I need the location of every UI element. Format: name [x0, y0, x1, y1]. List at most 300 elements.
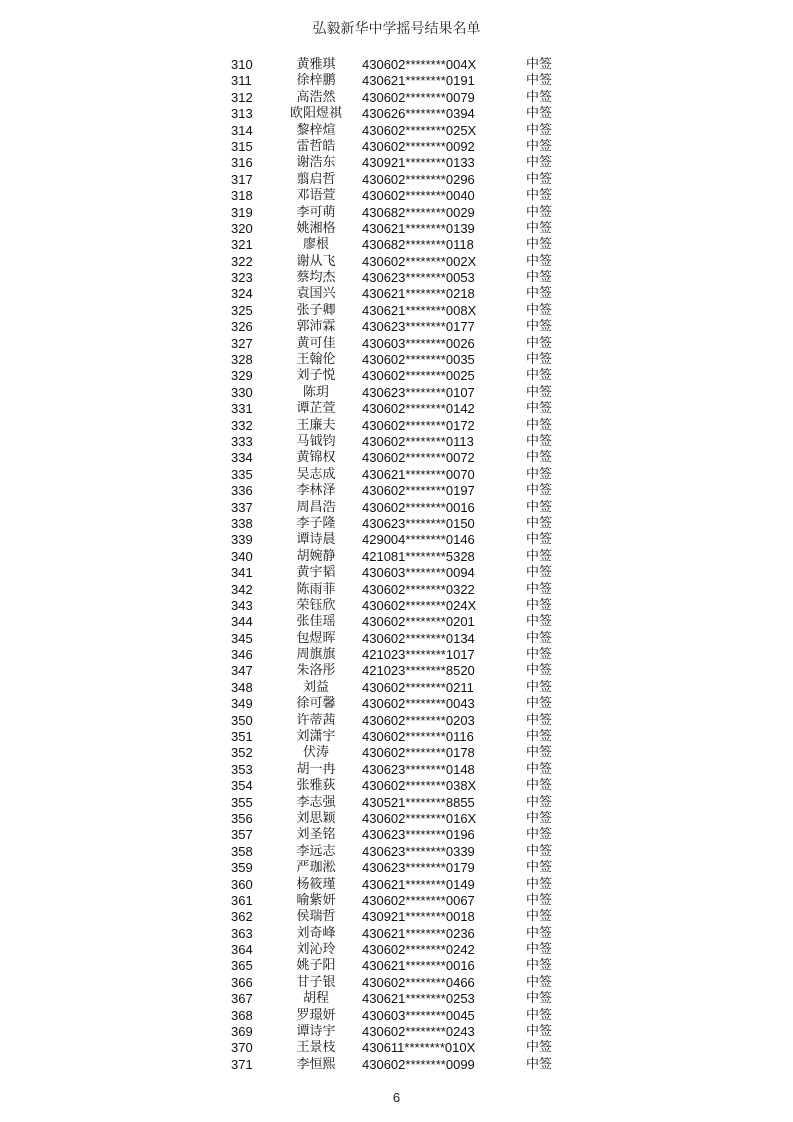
id-number: 430602********0113: [362, 433, 474, 449]
id-number: 430602********0197: [362, 483, 475, 499]
row-number: 316: [231, 155, 253, 171]
id-number: 430602********0466: [362, 974, 475, 990]
row-number: 318: [231, 188, 253, 204]
list-item: [0, 762, 793, 778]
list-item: [0, 434, 793, 450]
list-item: [0, 991, 793, 1007]
lottery-result: 中签: [526, 401, 553, 417]
lottery-result: 中签: [526, 794, 553, 810]
lottery-result: 中签: [526, 974, 553, 990]
student-name: 胡程: [302, 991, 329, 1007]
lottery-result: 中签: [526, 925, 553, 941]
student-name: 马钺钧: [296, 433, 336, 449]
document-title: 弘毅新华中学摇号结果名单: [312, 21, 481, 37]
list-item: [0, 1008, 793, 1024]
list-item: [0, 582, 793, 598]
student-name: 张子卿: [296, 302, 336, 318]
student-name: 罗璟妍: [296, 1007, 336, 1023]
lottery-result: 中签: [526, 663, 553, 679]
student-name: 杨筱瑾: [296, 876, 336, 892]
student-name: 邓语萱: [296, 188, 336, 204]
row-number: 369: [231, 1024, 253, 1040]
list-item: [0, 631, 793, 647]
list-item: [0, 713, 793, 729]
id-number: 430602********0116: [362, 729, 474, 745]
list-item: [0, 549, 793, 565]
row-number: 317: [231, 171, 253, 187]
student-name: 高浩然: [296, 89, 336, 105]
student-name: 黄锦权: [296, 450, 336, 466]
list-item: [0, 352, 793, 368]
row-number: 337: [231, 499, 253, 515]
lottery-result: 中签: [526, 597, 553, 613]
student-name: 徐可馨: [296, 696, 336, 712]
student-name: 王景枝: [296, 1040, 336, 1056]
lottery-result: 中签: [526, 352, 553, 368]
student-name: 黄宇韬: [296, 565, 336, 581]
student-name: 陈玥: [302, 384, 329, 400]
student-name: 刘圣铭: [296, 827, 336, 843]
list-item: [0, 172, 793, 188]
student-name: 包煜晖: [296, 630, 336, 646]
row-number: 329: [231, 368, 253, 384]
lottery-result: 中签: [526, 761, 553, 777]
id-number: 430602********0099: [362, 1056, 475, 1072]
list-item: [0, 270, 793, 286]
student-name: 王廉夫: [296, 417, 336, 433]
id-number: 430602********0201: [362, 614, 475, 630]
list-item: [0, 57, 793, 73]
lottery-result: 中签: [526, 909, 553, 925]
row-number: 326: [231, 319, 253, 335]
row-number: 339: [231, 532, 253, 548]
row-number: 330: [231, 384, 253, 400]
student-name: 徐梓鹏: [296, 73, 336, 89]
student-name: 甘子银: [296, 974, 336, 990]
id-number: 430626********0394: [362, 106, 475, 122]
lottery-result: 中签: [526, 220, 553, 236]
row-number: 319: [231, 204, 253, 220]
id-number: 430621********008X: [362, 302, 477, 318]
student-name: 刘潇宇: [296, 729, 336, 745]
lottery-result: 中签: [526, 810, 553, 826]
lottery-result: 中签: [526, 515, 553, 531]
lottery-result: 中签: [526, 843, 553, 859]
list-item: [0, 254, 793, 270]
row-number: 370: [231, 1040, 253, 1056]
lottery-result: 中签: [526, 384, 553, 400]
row-number: 353: [231, 761, 253, 777]
lottery-result: 中签: [526, 253, 553, 269]
id-number: 430621********0253: [362, 991, 475, 1007]
id-number: 430602********0243: [362, 1024, 475, 1040]
list-item: [0, 893, 793, 909]
list-item: [0, 663, 793, 679]
lottery-result: 中签: [526, 958, 553, 974]
id-number: 430602********038X: [362, 778, 477, 794]
student-name: 黄雅琪: [296, 57, 336, 72]
lottery-result: 中签: [526, 417, 553, 433]
lottery-result: 中签: [526, 466, 553, 482]
id-number: 430603********0094: [362, 565, 475, 581]
list-item: [0, 942, 793, 958]
student-name: 李林泽: [296, 483, 336, 499]
id-number: 430682********0118: [362, 237, 474, 253]
id-number: 421023********1017: [362, 647, 475, 663]
row-number: 323: [231, 270, 253, 286]
lottery-result: 中签: [526, 302, 553, 318]
row-number: 351: [231, 729, 253, 745]
student-name: 谭诗宇: [296, 1024, 336, 1040]
row-number: 362: [231, 909, 253, 925]
student-name: 谢从飞: [296, 253, 336, 269]
lottery-result: 中签: [526, 335, 553, 351]
id-number: 430623********0196: [362, 827, 475, 843]
row-number: 357: [231, 827, 253, 843]
list-item: [0, 500, 793, 516]
lottery-result: 中签: [526, 188, 553, 204]
id-number: 430623********0053: [362, 270, 475, 286]
id-number: 430602********0134: [362, 630, 475, 646]
list-item: [0, 926, 793, 942]
lottery-result: 中签: [526, 548, 553, 564]
row-number: 346: [231, 647, 253, 663]
row-number: 328: [231, 352, 253, 368]
lottery-result-list: [0, 57, 793, 1073]
row-number: 336: [231, 483, 253, 499]
id-number: 430602********0142: [362, 401, 475, 417]
id-number: 430621********0139: [362, 220, 475, 236]
row-number: 315: [231, 138, 253, 154]
list-item: [0, 958, 793, 974]
list-item: [0, 450, 793, 466]
id-number: 430602********0025: [362, 368, 475, 384]
list-item: [0, 975, 793, 991]
list-item: [0, 745, 793, 761]
row-number: 365: [231, 958, 253, 974]
row-number: 338: [231, 515, 253, 531]
list-item: [0, 467, 793, 483]
lottery-result: 中签: [526, 483, 553, 499]
row-number: 349: [231, 696, 253, 712]
id-number: 430602********0211: [362, 679, 474, 695]
list-item: [0, 1040, 793, 1056]
student-name: 李可萌: [296, 204, 336, 220]
row-number: 348: [231, 679, 253, 695]
row-number: 358: [231, 843, 253, 859]
lottery-result: 中签: [526, 433, 553, 449]
student-name: 黎梓煊: [296, 122, 336, 138]
row-number: 314: [231, 122, 253, 138]
row-number: 345: [231, 630, 253, 646]
lottery-result: 中签: [526, 991, 553, 1007]
id-number: 430623********0148: [362, 761, 475, 777]
student-name: 张雅荻: [296, 778, 336, 794]
student-name: 雷哲皓: [296, 138, 336, 154]
id-number: 430602********0203: [362, 712, 475, 728]
page-number: 6: [392, 1090, 401, 1105]
row-number: 332: [231, 417, 253, 433]
lottery-result: 中签: [526, 614, 553, 630]
list-item: [0, 598, 793, 614]
row-number: 334: [231, 450, 253, 466]
id-number: 430602********0067: [362, 892, 475, 908]
student-name: 陈雨菲: [296, 581, 336, 597]
student-name: 刘沁玲: [296, 942, 336, 958]
id-number: 430603********0045: [362, 1007, 475, 1023]
row-number: 320: [231, 220, 253, 236]
lottery-result: 中签: [526, 499, 553, 515]
student-name: 蔡均杰: [296, 270, 336, 286]
student-name: 李志强: [296, 794, 336, 810]
student-name: 李远志: [296, 843, 336, 859]
id-number: 430602********0043: [362, 696, 475, 712]
lottery-result: 中签: [526, 892, 553, 908]
student-name: 谢浩东: [296, 155, 336, 171]
id-number: 430602********0092: [362, 138, 475, 154]
lottery-result: 中签: [526, 679, 553, 695]
row-number: 321: [231, 237, 253, 253]
lottery-result: 中签: [526, 57, 553, 72]
id-number: 430623********0339: [362, 843, 475, 859]
id-number: 430521********8855: [362, 794, 475, 810]
row-number: 356: [231, 810, 253, 826]
id-number: 430611********010X: [362, 1040, 476, 1056]
student-name: 姚湘格: [296, 220, 336, 236]
list-item: [0, 516, 793, 532]
list-item: [0, 729, 793, 745]
student-name: 郭沛霖: [296, 319, 336, 335]
row-number: 367: [231, 991, 253, 1007]
student-name: 张佳瑶: [296, 614, 336, 630]
id-number: 430621********0016: [362, 958, 475, 974]
id-number: 430602********0040: [362, 188, 475, 204]
list-item: [0, 909, 793, 925]
lottery-result: 中签: [526, 696, 553, 712]
row-number: 363: [231, 925, 253, 941]
row-number: 344: [231, 614, 253, 630]
id-number: 430623********0107: [362, 384, 475, 400]
list-item: [0, 188, 793, 204]
row-number: 325: [231, 302, 253, 318]
list-item: [0, 696, 793, 712]
lottery-result: 中签: [526, 1056, 553, 1072]
student-name: 翦启哲: [296, 171, 336, 187]
row-number: 368: [231, 1007, 253, 1023]
student-name: 刘思颖: [296, 810, 336, 826]
id-number: 430623********0177: [362, 319, 475, 335]
lottery-result: 中签: [526, 565, 553, 581]
id-number: 430621********0149: [362, 876, 475, 892]
row-number: 322: [231, 253, 253, 269]
student-name: 欧阳煜祺: [289, 106, 342, 122]
lottery-result: 中签: [526, 1040, 553, 1056]
list-item: [0, 286, 793, 302]
list-item: [0, 483, 793, 499]
row-number: 355: [231, 794, 253, 810]
id-number: 430621********0191: [362, 73, 475, 89]
row-number: 327: [231, 335, 253, 351]
student-name: 姚子阳: [296, 958, 336, 974]
lottery-result: 中签: [526, 1024, 553, 1040]
id-number: 430602********0322: [362, 581, 475, 597]
row-number: 341: [231, 565, 253, 581]
row-number: 354: [231, 778, 253, 794]
list-item: [0, 680, 793, 696]
row-number: 343: [231, 597, 253, 613]
id-number: 430921********0133: [362, 155, 475, 171]
list-item: [0, 205, 793, 221]
list-item: [0, 418, 793, 434]
list-item: [0, 106, 793, 122]
lottery-result: 中签: [526, 155, 553, 171]
lottery-result: 中签: [526, 745, 553, 761]
lottery-result: 中签: [526, 319, 553, 335]
lottery-result: 中签: [526, 89, 553, 105]
lottery-result: 中签: [526, 942, 553, 958]
list-item: [0, 1024, 793, 1040]
student-name: 严珈淞: [296, 860, 336, 876]
lottery-result: 中签: [526, 860, 553, 876]
student-name: 刘益: [302, 679, 329, 695]
list-item: [0, 90, 793, 106]
id-number: 430682********0029: [362, 204, 475, 220]
student-name: 周昌浩: [296, 499, 336, 515]
list-item: [0, 401, 793, 417]
student-name: 李子隆: [296, 515, 336, 531]
student-name: 胡一冉: [296, 761, 336, 777]
id-number: 430602********0072: [362, 450, 475, 466]
id-number: 430602********0172: [362, 417, 475, 433]
lottery-result: 中签: [526, 876, 553, 892]
list-item: [0, 336, 793, 352]
list-item: [0, 844, 793, 860]
student-name: 吴志成: [296, 466, 336, 482]
student-name: 袁国兴: [296, 286, 336, 302]
id-number: 430602********0242: [362, 942, 475, 958]
list-item: [0, 1057, 793, 1073]
list-item: [0, 368, 793, 384]
lottery-result: 中签: [526, 712, 553, 728]
list-item: [0, 778, 793, 794]
row-number: 361: [231, 892, 253, 908]
lottery-result: 中签: [526, 106, 553, 122]
student-name: 荣钰欣: [296, 597, 336, 613]
row-number: 333: [231, 433, 253, 449]
row-number: 371: [231, 1056, 253, 1072]
id-number: 430602********0178: [362, 745, 475, 761]
student-name: 周旗旗: [296, 647, 336, 663]
lottery-result: 中签: [526, 237, 553, 253]
student-name: 刘奇峰: [296, 925, 336, 941]
list-item: [0, 237, 793, 253]
row-number: 331: [231, 401, 253, 417]
student-name: 许蒂茜: [296, 712, 336, 728]
student-name: 谭芷萱: [296, 401, 336, 417]
id-number: 430602********002X: [362, 253, 477, 269]
lottery-result: 中签: [526, 286, 553, 302]
lottery-result: 中签: [526, 270, 553, 286]
student-name: 谭诗晨: [296, 532, 336, 548]
list-item: [0, 532, 793, 548]
row-number: 350: [231, 712, 253, 728]
id-number: 430602********016X: [362, 810, 477, 826]
lottery-result: 中签: [526, 450, 553, 466]
student-name: 廖根: [302, 237, 329, 253]
row-number: 311: [231, 73, 252, 89]
row-number: 364: [231, 942, 253, 958]
id-number: 429004********0146: [362, 532, 475, 548]
row-number: 324: [231, 286, 253, 302]
row-number: 360: [231, 876, 253, 892]
student-name: 黄可佳: [296, 335, 336, 351]
student-name: 刘子悦: [296, 368, 336, 384]
student-name: 胡婉静: [296, 548, 336, 564]
student-name: 李恒熙: [296, 1056, 336, 1072]
lottery-result: 中签: [526, 827, 553, 843]
row-number: 312: [231, 89, 253, 105]
list-item: [0, 877, 793, 893]
list-item: [0, 860, 793, 876]
id-number: 430623********0150: [362, 515, 475, 531]
id-number: 421081********5328: [362, 548, 475, 564]
student-name: 伏涛: [302, 745, 329, 761]
id-number: 430602********0035: [362, 352, 475, 368]
lottery-result: 中签: [526, 647, 553, 663]
list-item: [0, 139, 793, 155]
id-number: 430602********025X: [362, 122, 477, 138]
student-name: 朱洛彤: [296, 663, 336, 679]
row-number: 352: [231, 745, 253, 761]
lottery-result: 中签: [526, 778, 553, 794]
list-item: [0, 795, 793, 811]
list-item: [0, 155, 793, 171]
id-number: 421023********8520: [362, 663, 475, 679]
student-name: 侯瑞哲: [296, 909, 336, 925]
list-item: [0, 614, 793, 630]
id-number: 430603********0026: [362, 335, 475, 351]
list-item: [0, 811, 793, 827]
lottery-result: 中签: [526, 581, 553, 597]
id-number: 430621********0236: [362, 925, 475, 941]
row-number: 313: [231, 106, 253, 122]
list-item: [0, 565, 793, 581]
row-number: 340: [231, 548, 253, 564]
lottery-result: 中签: [526, 204, 553, 220]
id-number: 430602********0079: [362, 89, 475, 105]
id-number: 430621********0218: [362, 286, 475, 302]
list-item: [0, 123, 793, 139]
list-item: [0, 647, 793, 663]
row-number: 310: [231, 57, 253, 72]
lottery-result: 中签: [526, 532, 553, 548]
id-number: 430621********0070: [362, 466, 475, 482]
lottery-result: 中签: [526, 630, 553, 646]
lottery-result: 中签: [526, 73, 553, 89]
row-number: 335: [231, 466, 253, 482]
student-name: 王翰伦: [296, 352, 336, 368]
lottery-result: 中签: [526, 171, 553, 187]
row-number: 366: [231, 974, 253, 990]
list-item: [0, 221, 793, 237]
student-name: 喻紫妍: [296, 892, 336, 908]
id-number: 430602********004X: [362, 57, 477, 72]
list-item: [0, 385, 793, 401]
lottery-result: 中签: [526, 138, 553, 154]
id-number: 430602********0296: [362, 171, 475, 187]
lottery-result: 中签: [526, 729, 553, 745]
row-number: 347: [231, 663, 253, 679]
